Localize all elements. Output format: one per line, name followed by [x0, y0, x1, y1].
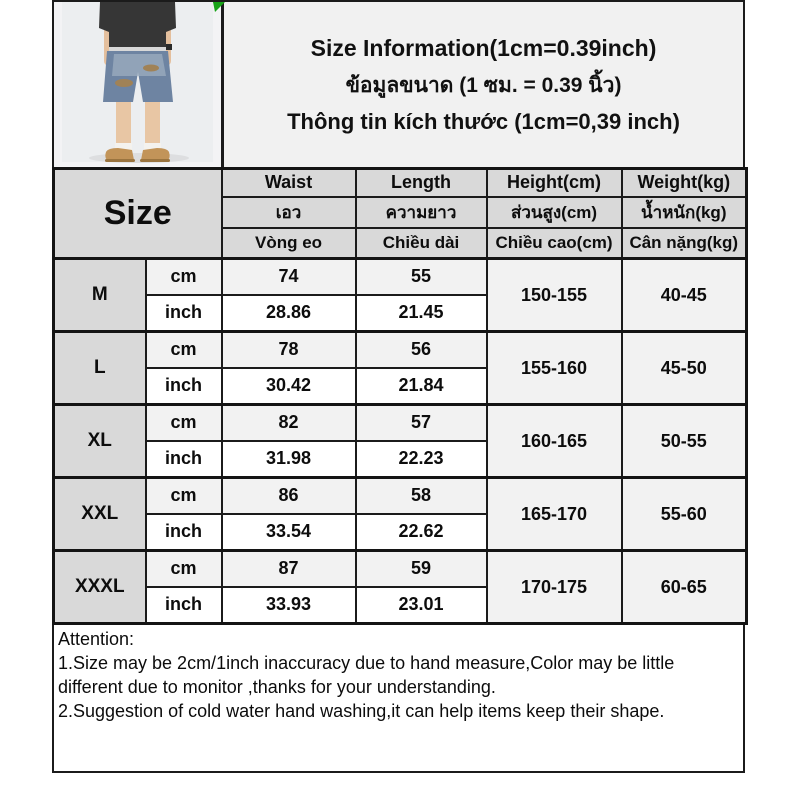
col-header-height-vi: Chiều cao(cm): [487, 228, 622, 259]
attention-box: [52, 625, 745, 773]
size-row-l-cm: [54, 332, 747, 368]
unit-label-cm: cm: [146, 478, 222, 514]
col-header-height-en: Height(cm): [487, 169, 622, 197]
waist-cm-value: 78: [222, 332, 356, 368]
size-row-xxl-cm: [54, 478, 747, 514]
unit-label-inch: inch: [146, 514, 222, 551]
waist-cm-value: 82: [222, 405, 356, 441]
length-inch-value: 22.62: [356, 514, 487, 551]
length-inch-value: 23.01: [356, 587, 487, 624]
title-line-th: ข้อมูลขนาด (1 ซม. = 0.39 นิ้ว): [345, 73, 622, 97]
size-row-xxxl-cm: [54, 551, 747, 587]
unit-label-inch: inch: [146, 368, 222, 405]
product-photo: [54, 2, 224, 167]
weight-range: 55-60: [622, 478, 747, 551]
length-cm-value: 56: [356, 332, 487, 368]
unit-label-inch: inch: [146, 295, 222, 332]
height-range: 150-155: [487, 259, 622, 332]
col-header-waist-vi: Vòng eo: [222, 228, 356, 259]
length-cm-value: 59: [356, 551, 487, 587]
attention-note-1: 1.Size may be 2cm/1inch inaccuracy due to hand measure,Color may be little different due to monitor ,thanks for your understanding.: [58, 652, 675, 697]
col-header-length-th: ความยาว: [356, 197, 487, 228]
height-range: 170-175: [487, 551, 622, 624]
unit-label-cm: cm: [146, 259, 222, 295]
unit-label-cm: cm: [146, 551, 222, 587]
waist-cm-value: 74: [222, 259, 356, 295]
col-header-weight-th: น้ำหนัก(kg): [622, 197, 747, 228]
size-label: L: [54, 332, 146, 405]
weight-range: 40-45: [622, 259, 747, 332]
title-line-vi: Thông tin kích thước (1cm=0,39 inch): [287, 108, 680, 134]
size-row-m-cm: [54, 259, 747, 295]
unit-label-inch: inch: [146, 441, 222, 478]
waist-inch-value: 33.54: [222, 514, 356, 551]
length-inch-value: 22.23: [356, 441, 487, 478]
attention-heading: Attention:: [58, 629, 135, 649]
col-header-weight-vi: Cân nặng(kg): [622, 228, 747, 259]
length-inch-value: 21.45: [356, 295, 487, 332]
length-cm-value: 58: [356, 478, 487, 514]
waist-inch-value: 28.86: [222, 295, 356, 332]
header-row-en: [54, 169, 747, 197]
waist-cm-value: 86: [222, 478, 356, 514]
unit-label-cm: cm: [146, 332, 222, 368]
waist-inch-value: 30.42: [222, 368, 356, 405]
weight-range: 45-50: [622, 332, 747, 405]
height-range: 160-165: [487, 405, 622, 478]
header-section: [52, 0, 745, 167]
size-column-header: Size: [54, 169, 222, 259]
size-chart-sheet: [52, 0, 745, 773]
size-row-xl-cm: [54, 405, 747, 441]
length-cm-value: 55: [356, 259, 487, 295]
length-cm-value: 57: [356, 405, 487, 441]
length-inch-value: 21.84: [356, 368, 487, 405]
col-header-height-th: ส่วนสูง(cm): [487, 197, 622, 228]
size-label: XXXL: [54, 551, 146, 624]
size-label: XXL: [54, 478, 146, 551]
weight-range: 60-65: [622, 551, 747, 624]
size-label: XL: [54, 405, 146, 478]
green-corner-marker-icon: [213, 2, 225, 12]
waist-cm-value: 87: [222, 551, 356, 587]
attention-note-2: 2.Suggestion of cold water hand washing,it can help items keep their shape.: [58, 700, 665, 721]
unit-label-cm: cm: [146, 405, 222, 441]
title-line-en: Size Information(1cm=0.39inch): [310, 34, 657, 61]
waist-inch-value: 33.93: [222, 587, 356, 624]
col-header-waist-en: Waist: [222, 169, 356, 197]
col-header-length-en: Length: [356, 169, 487, 197]
model-photo-graphic: [54, 2, 221, 166]
weight-range: 50-55: [622, 405, 747, 478]
height-range: 155-160: [487, 332, 622, 405]
height-range: 165-170: [487, 478, 622, 551]
waist-inch-value: 31.98: [222, 441, 356, 478]
size-info-title: [224, 2, 743, 167]
col-header-weight-en: Weight(kg): [622, 169, 747, 197]
col-header-waist-th: เอว: [222, 197, 356, 228]
col-header-length-vi: Chiều dài: [356, 228, 487, 259]
size-label: M: [54, 259, 146, 332]
unit-label-inch: inch: [146, 587, 222, 624]
size-table: [52, 167, 748, 625]
